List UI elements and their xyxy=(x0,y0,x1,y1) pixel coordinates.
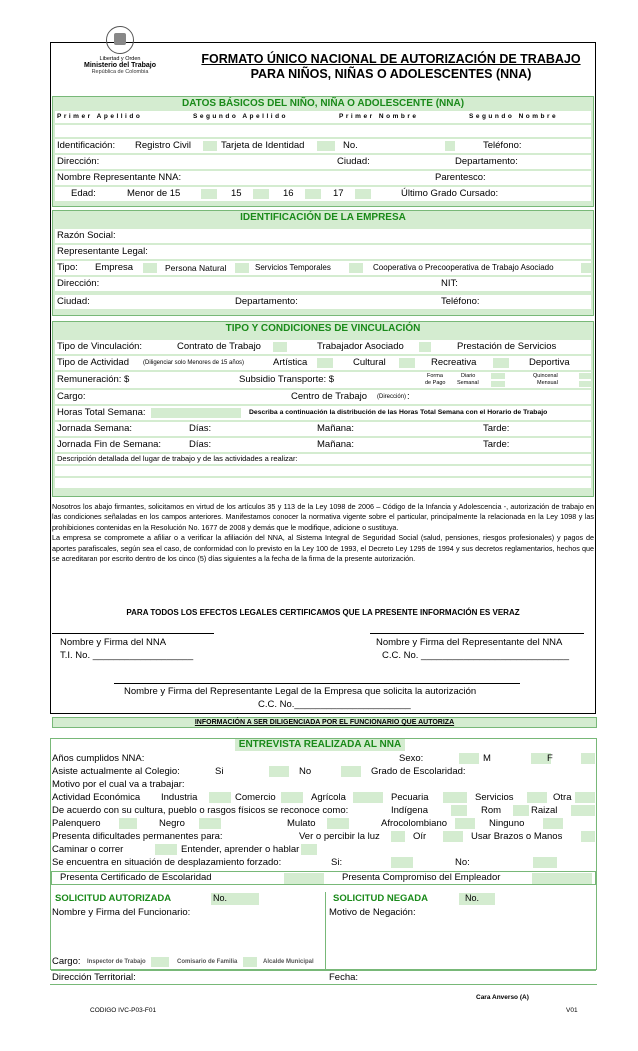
forma-pago-label: Forma xyxy=(427,373,443,379)
no2-checkbox[interactable] xyxy=(533,857,557,868)
tarjeta-label: Tarjeta de Identidad xyxy=(221,140,305,151)
representante-label: Nombre Representante NNA: xyxy=(57,172,182,183)
section-heading: IDENTIFICACIÓN DE LA EMPRESA xyxy=(240,212,406,223)
palenquero-checkbox[interactable] xyxy=(119,818,137,829)
tarde-label-2: Tarde: xyxy=(483,439,510,450)
quincenal-label: Quincenal xyxy=(533,373,558,379)
jornada-fin-row xyxy=(55,438,591,452)
menor-15-label: Menor de 15 xyxy=(127,188,181,199)
ver-checkbox[interactable] xyxy=(391,831,405,842)
comercio-checkbox[interactable] xyxy=(281,792,303,803)
razon-social-row xyxy=(55,229,591,243)
section-vinculacion xyxy=(52,321,594,497)
nit-label: NIT: xyxy=(441,278,458,289)
tarde-label: Tarde: xyxy=(483,423,510,434)
title-line1: FORMATO ÚNICO NACIONAL DE AUTORIZACIÓN DE TRABAJO xyxy=(201,52,581,66)
caminar-row xyxy=(51,843,596,856)
tipo-actividad-row xyxy=(55,356,591,370)
agricola-checkbox[interactable] xyxy=(353,792,383,803)
artistica-checkbox[interactable] xyxy=(317,358,333,368)
entender-label: Entender, aprender o hablar xyxy=(181,844,300,855)
remuneracion-label: Remuneración: $ xyxy=(57,374,130,385)
pecuaria-checkbox[interactable] xyxy=(443,792,467,803)
section-heading: DATOS BÁSICOS DEL NIÑO, NIÑA O ADOLESCENTE (NNA) xyxy=(181,98,465,109)
logo-country: República de Colombia xyxy=(91,69,149,75)
oir-checkbox[interactable] xyxy=(443,831,463,842)
m-label: M xyxy=(483,753,491,764)
ver-label: Ver o percibir la luz xyxy=(299,831,380,842)
cultura-row xyxy=(51,804,596,817)
indigena-label: Indígena xyxy=(391,805,428,816)
rep-legal-signature-label: Nombre y Firma del Representante Legal de la Empresa que solicita la autorización xyxy=(124,686,477,697)
name-labels-row xyxy=(55,111,591,123)
logo-ministry: Ministerio del Trabajo xyxy=(84,62,156,69)
age-15-checkbox[interactable] xyxy=(253,189,269,199)
ninguno-checkbox[interactable] xyxy=(543,818,563,829)
servicios-temporales-checkbox[interactable] xyxy=(349,263,363,273)
dias-label: Días: xyxy=(189,423,212,434)
cultura-label: De acuerdo con su cultura, pueblo o rasgos físicos se reconoce como: xyxy=(52,805,349,816)
tipo-row xyxy=(55,261,591,275)
tarjeta-checkbox[interactable] xyxy=(317,141,335,151)
ciudad-label: Ciudad: xyxy=(57,296,90,307)
jornada-semana-label: Jornada Semana: xyxy=(57,423,132,434)
direccion-label: Dirección: xyxy=(57,278,100,289)
mensual-checkbox[interactable] xyxy=(579,381,591,387)
form-title xyxy=(186,52,596,82)
no-checkbox[interactable] xyxy=(341,766,361,777)
servicios-checkbox[interactable] xyxy=(527,792,547,803)
semanal-checkbox[interactable] xyxy=(491,381,505,387)
servicios-label: Servicios xyxy=(475,792,514,803)
certificado-checkbox[interactable] xyxy=(284,873,324,884)
otra-label: Otra xyxy=(553,792,572,803)
motivo-label: Motivo por el cual va a trabajar: xyxy=(52,779,185,790)
representante-legal-label: Representante Legal: xyxy=(57,246,148,257)
persona-natural-checkbox[interactable] xyxy=(235,263,249,273)
cargo-label: Cargo: xyxy=(57,391,86,402)
asiste-label: Asiste actualmente al Colegio: xyxy=(52,766,180,777)
trabajador-asociado-label: Trabajador Asociado xyxy=(317,341,404,352)
age-17-checkbox[interactable] xyxy=(355,189,371,199)
solicitud-row xyxy=(51,892,596,906)
section-datos-basicos xyxy=(52,96,594,207)
oir-label: Oír xyxy=(413,831,427,842)
horas-total-field[interactable] xyxy=(151,408,241,418)
bottom-line xyxy=(50,984,597,985)
centro-trabajo-label: Centro de Trabajo xyxy=(291,391,368,402)
forma-pago-label-2: de Pago xyxy=(425,380,446,386)
cultural-checkbox[interactable] xyxy=(399,358,415,368)
id-number-field[interactable] xyxy=(445,141,455,151)
form-code: CODIGO IVC-P03-F01 xyxy=(90,1007,157,1014)
declaration-p2: La empresa se compromete a afiliar o a verificar la afiliación del NNA, al Sistema Integral de Seguridad Social (salud, pensiones, riesgos profesionales) y pagos de aportes parafiscales, según sea el caso, de conformidad con lo previsto en la Ley 100 de 1993, el Decreto Ley 1295 de 1994 y sus decretos reglamentarios, hechos que se acreditaran por escrito dentro de los cinco (5) días siguientes a la fecha de la firma de la presente autorización. xyxy=(52,533,594,564)
empresa-checkbox[interactable] xyxy=(143,263,157,273)
no-label: No xyxy=(299,766,312,777)
solicitud-negada-label: SOLICITUD NEGADA xyxy=(333,893,428,904)
actividad-label: Actividad Económica xyxy=(52,792,141,803)
descripcion-line-2[interactable] xyxy=(55,478,591,488)
manana-label: Mañana: xyxy=(317,423,354,434)
nna-signature-line[interactable] xyxy=(52,633,214,634)
f-label: F xyxy=(547,753,553,764)
negada-no-label: No. xyxy=(465,893,480,903)
jornada-semana-row xyxy=(55,422,591,436)
direccion-label: Dirección: xyxy=(57,156,100,167)
segundo-apellido-label: Segundo Apellido xyxy=(193,113,289,120)
declaration-p1: Nosotros los abajo firmantes, solicitamos en virtud de los artículos 35 y 113 de la Ley 1098 de 2006 – Código de la Infancia y Adolescencia -, autorización de trabajo en las condiciones señaladas en los campos anteriores. Manifestamos conocer la normativa vigente sobre el particular, principalmente la relacionada en la Ley 1098 y las prohibiciones contenidas en la Resolución No. 1677 de 2008 y demás que le modifique, adicione o sustituya. xyxy=(52,502,594,532)
autorizada-no-label: No. xyxy=(213,893,228,903)
edad-label: Edad: xyxy=(71,188,96,199)
etnia-row xyxy=(51,817,596,830)
direccion-note: (Dirección) xyxy=(377,394,407,400)
dificultades-row xyxy=(51,830,596,843)
representante-row xyxy=(55,171,591,185)
agricola-label: Agrícola xyxy=(311,792,346,803)
persona-natural-label: Persona Natural xyxy=(165,263,227,273)
artistica-label: Artística xyxy=(273,357,308,368)
direccion-empresa-row xyxy=(55,277,591,291)
tipo-label: Tipo: xyxy=(57,262,78,273)
cara-anverso: Cara Anverso (A) xyxy=(476,994,529,1001)
direccion-territorial-label: Dirección Territorial: xyxy=(52,972,136,983)
age-16-checkbox[interactable] xyxy=(305,189,321,199)
telefono-label: Teléfono: xyxy=(483,140,522,151)
no2-label: No: xyxy=(455,857,470,868)
afro-checkbox[interactable] xyxy=(455,818,475,829)
desplazamiento-row xyxy=(51,856,596,869)
name-input-row[interactable] xyxy=(55,125,591,137)
ministry-logo xyxy=(80,26,160,96)
certificado-label: Presenta Certificado de Escolaridad xyxy=(60,872,212,883)
funcionario-banner xyxy=(52,717,597,728)
logo-motto: Libertad y Orden xyxy=(99,56,141,62)
form-version: V01 xyxy=(566,1007,578,1014)
contrato-label: Contrato de Trabajo xyxy=(177,341,261,352)
declaration-text xyxy=(52,502,594,564)
colegio-row xyxy=(51,765,596,778)
rep-legal-signature-line[interactable] xyxy=(114,683,520,684)
cooperativa-label: Cooperativa o Precooperativa de Trabajo Asociado xyxy=(373,263,554,272)
negro-label: Negro xyxy=(159,818,185,829)
anos-label: Años cumplidos NNA: xyxy=(52,753,145,764)
si-checkbox[interactable] xyxy=(269,766,289,777)
negro-checkbox[interactable] xyxy=(199,818,221,829)
horas-row xyxy=(55,406,591,420)
documentos-row xyxy=(51,871,596,885)
grado-label: Grado de Escolaridad: xyxy=(371,766,466,777)
age-15-label: 15 xyxy=(231,188,242,199)
ciudad-label: Ciudad: xyxy=(337,156,370,167)
solicitud-autorizada-label: SOLICITUD AUTORIZADA xyxy=(55,893,172,904)
tipo-vinculacion-row xyxy=(55,340,591,354)
compromiso-checkbox[interactable] xyxy=(532,873,592,884)
registro-civil-checkbox[interactable] xyxy=(203,141,217,151)
ninguno-label: Ninguno xyxy=(489,818,525,829)
representante-cc-label: C.C. No. ____________________________ xyxy=(382,650,569,661)
diario-checkbox[interactable] xyxy=(491,373,505,379)
coat-of-arms-icon xyxy=(106,26,134,54)
comercio-label: Comercio xyxy=(235,792,276,803)
dificultades-label: Presenta dificultades permanentes para: xyxy=(52,831,223,842)
palenquero-label: Palenquero xyxy=(52,818,101,829)
indigena-checkbox[interactable] xyxy=(451,805,467,816)
raizal-label: Raizal xyxy=(531,805,558,816)
deportiva-label: Deportiva xyxy=(529,357,570,368)
section-empresa xyxy=(52,210,594,316)
semanal-label: Semanal xyxy=(457,380,479,386)
sexo-field[interactable] xyxy=(459,753,479,764)
cultural-label: Cultural xyxy=(353,357,386,368)
inspector-checkbox[interactable] xyxy=(151,957,169,967)
otra-checkbox[interactable] xyxy=(575,792,595,803)
raizal-checkbox[interactable] xyxy=(571,805,595,816)
brazos-label: Usar Brazos o Manos xyxy=(471,831,563,842)
descripcion-row xyxy=(55,454,591,464)
no-label: No. xyxy=(343,140,358,151)
nna-ti-label: T.I. No. ___________________ xyxy=(60,650,194,661)
manana-label-2: Mañana: xyxy=(317,439,354,450)
diligenciar-note: (Diligenciar solo Menores de 15 años) xyxy=(143,360,245,366)
cargo-label: Cargo: xyxy=(52,956,81,967)
industria-checkbox[interactable] xyxy=(209,792,231,803)
territorial-row xyxy=(51,970,596,985)
tipo-vinculacion-label: Tipo de Vinculación: xyxy=(57,341,143,352)
certification-statement: PARA TODOS LOS EFECTOS LEGALES CERTIFICAMOS QUE LA PRESENTE INFORMACIÓN ES VERAZ xyxy=(126,608,520,617)
age-16-label: 16 xyxy=(283,188,294,199)
identificacion-row xyxy=(55,139,591,153)
rom-label: Rom xyxy=(481,805,502,816)
si-label: Si xyxy=(215,766,224,777)
ultimo-grado-label: Último Grado Cursado: xyxy=(401,188,499,199)
registro-civil-label: Registro Civil xyxy=(135,140,191,151)
servicios-temporales-label: Servicios Temporales xyxy=(255,263,331,272)
mulato-checkbox[interactable] xyxy=(327,818,349,829)
cargo-funcionario-row xyxy=(51,956,596,968)
colon: : xyxy=(407,391,410,402)
alcalde-label: Alcalde Municipal xyxy=(263,959,314,965)
motivo-negacion-label: Motivo de Negación: xyxy=(329,907,416,918)
title-line2: PARA NIÑOS, NIÑAS O ADOLESCENTES (NNA) xyxy=(250,67,532,81)
menor-15-checkbox[interactable] xyxy=(201,189,217,199)
identificacion-label: Identificación: xyxy=(57,140,116,151)
anos-row xyxy=(51,752,596,765)
entender-checkbox[interactable] xyxy=(301,844,317,855)
si2-label: Si: xyxy=(331,857,343,868)
ciudad-empresa-row xyxy=(55,295,591,309)
section-heading: TIPO Y CONDICIONES DE VINCULACIÓN xyxy=(225,323,421,334)
actividad-row xyxy=(51,791,596,804)
dias-label-2: Días: xyxy=(189,439,212,450)
edad-row xyxy=(55,187,591,201)
parentesco-label: Parentesco: xyxy=(435,172,486,183)
departamento-label: Departamento: xyxy=(235,296,298,307)
compromiso-label: Presenta Compromiso del Empleador xyxy=(342,872,501,883)
mulato-label: Mulato xyxy=(287,818,316,829)
representante-signature-line[interactable] xyxy=(370,633,584,634)
si2-checkbox[interactable] xyxy=(391,857,413,868)
departamento-label: Departamento: xyxy=(455,156,518,167)
tipo-actividad-label: Tipo de Actividad xyxy=(57,357,129,368)
representante-legal-row xyxy=(55,245,591,259)
quincenal-checkbox[interactable] xyxy=(579,373,591,379)
age-17-label: 17 xyxy=(333,188,344,199)
direccion-row xyxy=(55,155,591,169)
horas-total-label: Horas Total Semana: xyxy=(57,407,146,418)
empresa-label: Empresa xyxy=(95,262,134,273)
nna-signature-label: Nombre y Firma del NNA xyxy=(60,637,167,648)
contrato-checkbox[interactable] xyxy=(273,342,287,352)
trabajador-asociado-checkbox[interactable] xyxy=(419,342,431,352)
rom-checkbox[interactable] xyxy=(513,805,529,816)
rep-legal-cc-label: C.C. No.______________________ xyxy=(258,699,411,710)
inspector-label: Inspector de Trabajo xyxy=(87,959,146,965)
remuneracion-row xyxy=(55,372,591,388)
funcionario-banner-text: INFORMACIÓN A SER DILIGENCIADA POR EL FUNCIONARIO QUE AUTORIZA xyxy=(194,719,455,726)
comisario-label: Comisario de Familia xyxy=(177,959,238,965)
recreativa-checkbox[interactable] xyxy=(493,358,509,368)
cargo-row xyxy=(55,390,591,404)
descripcion-line-1[interactable] xyxy=(55,466,591,476)
brazos-checkbox[interactable] xyxy=(581,831,595,842)
mensual-label: Mensual xyxy=(537,380,558,386)
fecha-label: Fecha: xyxy=(329,972,359,983)
primer-nombre-label: Primer Nombre xyxy=(339,113,419,120)
industria-label: Industria xyxy=(161,792,198,803)
diario-label: Diario xyxy=(461,373,476,379)
describa-label: Describa a continuación la distribución de las Horas Total Semana con el Horario de Trabajo xyxy=(249,409,548,416)
primer-apellido-label: Primer Apellido xyxy=(57,113,143,120)
caminar-label: Caminar o correr xyxy=(52,844,124,855)
razon-social-label: Razón Social: xyxy=(57,230,116,241)
subsidio-label: Subsidio Transporte: $ xyxy=(239,374,335,385)
comisario-checkbox[interactable] xyxy=(243,957,257,967)
descripcion-label: Descripción detallada del lugar de trabajo y de las actividades a realizar: xyxy=(57,454,298,463)
funcionario-label: Nombre y Firma del Funcionario: xyxy=(52,907,191,918)
prestacion-label: Prestación de Servicios xyxy=(457,341,557,352)
desplazamiento-label: Se encuentra en situación de desplazamiento forzado: xyxy=(52,857,282,868)
caminar-checkbox[interactable] xyxy=(155,844,177,855)
entrevista-heading: ENTREVISTA REALIZADA AL NNA xyxy=(235,739,405,751)
telefono-label: Teléfono: xyxy=(441,296,480,307)
pecuaria-label: Pecuaria xyxy=(391,792,429,803)
recreativa-label: Recreativa xyxy=(431,357,477,368)
representante-signature-label: Nombre y Firma del Representante del NNA xyxy=(376,637,563,648)
motivo-row xyxy=(51,778,596,791)
cooperativa-checkbox[interactable] xyxy=(581,263,591,273)
funcionario-row xyxy=(51,906,596,919)
afro-label: Afrocolombiano xyxy=(381,818,448,829)
jornada-fin-label: Jornada Fin de Semana: xyxy=(57,439,162,450)
sexo-label: Sexo: xyxy=(399,753,424,764)
f-checkbox[interactable] xyxy=(581,753,595,764)
segundo-nombre-label: Segundo Nombre xyxy=(469,113,559,120)
